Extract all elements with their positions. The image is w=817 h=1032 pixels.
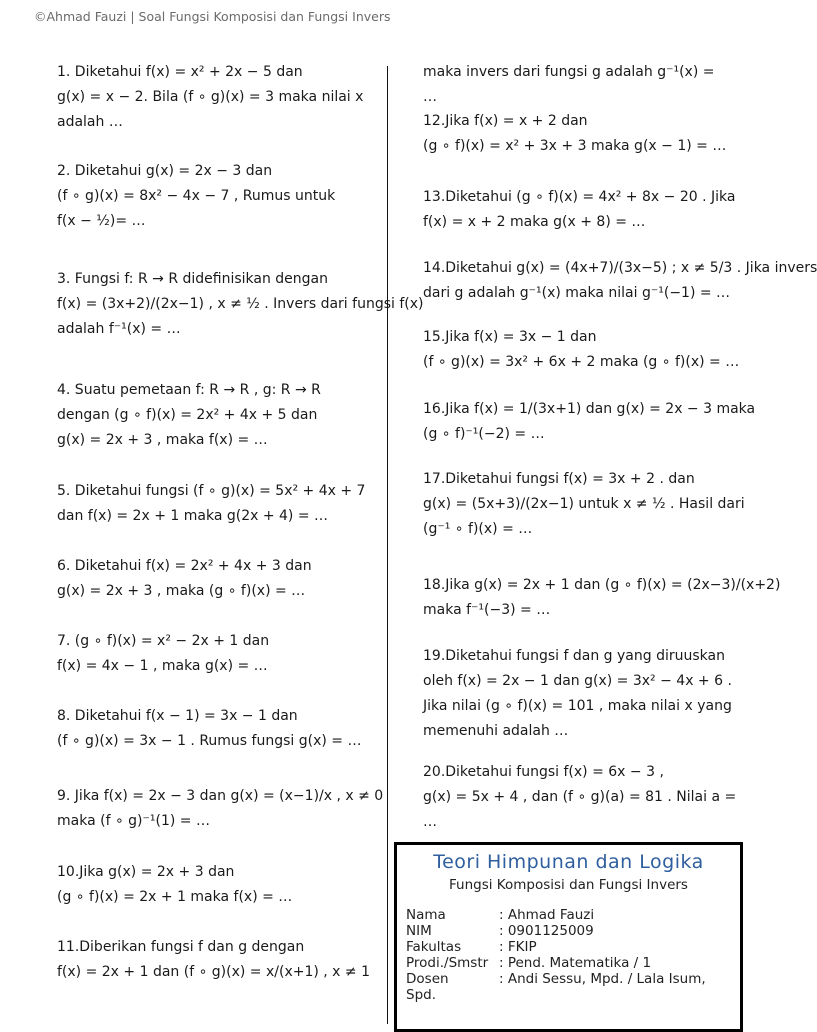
problem-line: 3. Fungsi f: R → R didefinisikan dengan xyxy=(57,271,329,287)
problem-line: dengan (g ∘ f)(x) = 2x² + 4x + 5 dan xyxy=(57,407,318,423)
problem-line: (g ∘ f)(x) = x² + 3x + 3 maka g(x − 1) = … xyxy=(423,138,727,154)
problem-1 xyxy=(57,60,363,135)
info-value xyxy=(499,987,736,1003)
info-row-prodi xyxy=(406,955,736,971)
problem-16 xyxy=(423,397,755,447)
problem-line: 8. Diketahui f(x − 1) = 3x − 1 dan xyxy=(57,708,298,724)
info-label: Dosen xyxy=(406,971,449,987)
info-label: Fakultas xyxy=(406,939,462,955)
problem-19 xyxy=(423,644,732,744)
problem-line: 2. Diketahui g(x) = 2x − 3 dan xyxy=(57,163,273,179)
problem-line: f(x) = 4x − 1 , maka g(x) = … xyxy=(57,658,268,674)
problem-line: (g ∘ f)(x) = 2x + 1 maka f(x) = … xyxy=(57,889,293,905)
info-label: Nama xyxy=(406,907,446,923)
info-row-nama xyxy=(406,907,736,923)
problem-line: 15.Jika f(x) = 3x − 1 dan xyxy=(423,329,597,345)
page-header: ©Ahmad Fauzi | Soal Fungsi Komposisi dan Fungsi Invers xyxy=(34,9,391,24)
problem-line: 5. Diketahui fungsi (f ∘ g)(x) = 5x² + 4x + 7 xyxy=(57,483,366,499)
info-label: NIM xyxy=(406,923,432,939)
problem-line: (g⁻¹ ∘ f)(x) = … xyxy=(423,521,533,537)
problem-line: oleh f(x) = 2x − 1 dan g(x) = 3x² − 4x + 6 . xyxy=(423,673,732,689)
problem-line: f(x) = x + 2 maka g(x + 8) = … xyxy=(423,214,646,230)
problem-line: maka (f ∘ g)⁻¹(1) = … xyxy=(57,813,210,829)
problem-line: … xyxy=(423,89,437,105)
problem-line: dan f(x) = 2x + 1 maka g(2x + 4) = … xyxy=(57,508,329,524)
problem-20 xyxy=(423,760,736,835)
problem-line: dari g adalah g⁻¹(x) maka nilai g⁻¹(−1) = … xyxy=(423,285,731,301)
problem-line: adalah … xyxy=(57,114,123,130)
problem-15 xyxy=(423,325,739,375)
problem-8 xyxy=(57,704,361,754)
info-table xyxy=(406,907,736,1003)
problem-line: (f ∘ g)(x) = 3x² + 6x + 2 maka (g ∘ f)(x) = … xyxy=(423,354,740,370)
problem-line: 12.Jika f(x) = x + 2 dan xyxy=(423,113,588,129)
problem-line: maka f⁻¹(−3) = … xyxy=(423,602,551,618)
problem-line: 1. Diketahui f(x) = x² + 2x − 5 dan xyxy=(57,64,303,80)
info-label: Prodi./Smstr xyxy=(406,955,489,971)
problem-line: g(x) = x − 2. Bila (f ∘ g)(x) = 3 maka nilai x xyxy=(57,89,364,105)
info-value: : Ahmad Fauzi xyxy=(499,907,595,923)
info-value: : Pend. Matematika / 1 xyxy=(499,955,652,971)
column-divider xyxy=(387,66,388,1024)
problem-11 xyxy=(57,935,370,985)
info-value: : 0901125009 xyxy=(499,923,594,939)
problem-line: 6. Diketahui f(x) = 2x² + 4x + 3 dan xyxy=(57,558,312,574)
problem-18 xyxy=(423,573,780,623)
problem-line: g(x) = (5x+3)/(2x−1) untuk x ≠ ½ . Hasil dari xyxy=(423,496,745,512)
problem-line: f(x − ½)= … xyxy=(57,213,146,229)
problem-line: g(x) = 5x + 4 , dan (f ∘ g)(a) = 81 . Nilai a = xyxy=(423,789,737,805)
info-row-dosen xyxy=(406,971,736,987)
problem-line: adalah f⁻¹(x) = … xyxy=(57,321,181,337)
info-box xyxy=(394,842,743,1032)
problem-line: 11.Diberikan fungsi f dan g dengan xyxy=(57,939,305,955)
problem-11-continued xyxy=(423,60,714,110)
problem-line: 10.Jika g(x) = 2x + 3 dan xyxy=(57,864,235,880)
problem-line: 20.Diketahui fungsi f(x) = 6x − 3 , xyxy=(423,764,664,780)
info-row-fakultas xyxy=(406,939,736,955)
problem-4 xyxy=(57,378,321,453)
problem-line: 16.Jika f(x) = 1/(3x+1) dan g(x) = 2x − 3 maka xyxy=(423,401,756,417)
problem-line: Jika nilai (g ∘ f)(x) = 101 , maka nilai x yang xyxy=(423,698,732,714)
problem-6 xyxy=(57,554,312,604)
problem-9 xyxy=(57,784,383,834)
problem-line: 14.Diketahui g(x) = (4x+7)/(3x−5) ; x ≠ 5/3 . Jika invers xyxy=(423,260,817,276)
problem-line: g(x) = 2x + 3 , maka (g ∘ f)(x) = … xyxy=(57,583,306,599)
problem-line: g(x) = 2x + 3 , maka f(x) = … xyxy=(57,432,268,448)
problem-line: 9. Jika f(x) = 2x − 3 dan g(x) = (x−1)/x , x ≠ 0 xyxy=(57,788,384,804)
problem-line: (g ∘ f)⁻¹(−2) = … xyxy=(423,426,545,442)
problem-14 xyxy=(423,256,817,306)
problem-line: 13.Diketahui (g ∘ f)(x) = 4x² + 8x − 20 . Jika xyxy=(423,189,736,205)
problem-line: … xyxy=(423,814,437,830)
info-box-title: Teori Himpunan dan Logika xyxy=(433,851,704,873)
info-row-nim xyxy=(406,923,736,939)
problem-13 xyxy=(423,185,735,235)
problem-line: (f ∘ g)(x) = 8x² − 4x − 7 , Rumus untuk xyxy=(57,188,336,204)
info-box-subtitle: Fungsi Komposisi dan Fungsi Invers xyxy=(449,877,688,893)
info-value: : Andi Sessu, Mpd. / Lala Isum, xyxy=(499,971,706,987)
problem-line: 18.Jika g(x) = 2x + 1 dan (g ∘ f)(x) = (2x−3)/(x+2) xyxy=(423,577,781,593)
problem-2 xyxy=(57,159,335,234)
info-value: : FKIP xyxy=(499,939,537,955)
problem-12 xyxy=(423,109,726,159)
problem-line: f(x) = 2x + 1 dan (f ∘ g)(x) = x/(x+1) , x ≠ 1 xyxy=(57,964,371,980)
problem-line: 7. (g ∘ f)(x) = x² − 2x + 1 dan xyxy=(57,633,270,649)
info-row-dosen-continued xyxy=(406,987,736,1003)
problem-line: 4. Suatu pemetaan f: R → R , g: R → R xyxy=(57,382,321,398)
problem-5 xyxy=(57,479,365,529)
problem-line: 19.Diketahui fungsi f dan g yang diruuskan xyxy=(423,648,725,664)
problem-10 xyxy=(57,860,292,910)
info-label: Spd. xyxy=(406,987,436,1003)
problem-7 xyxy=(57,629,269,679)
problem-line: maka invers dari fungsi g adalah g⁻¹(x) = xyxy=(423,64,715,80)
problem-line: (f ∘ g)(x) = 3x − 1 . Rumus fungsi g(x) = … xyxy=(57,733,362,749)
problem-line: 17.Diketahui fungsi f(x) = 3x + 2 . dan xyxy=(423,471,695,487)
problem-line: memenuhi adalah … xyxy=(423,723,569,739)
problem-3 xyxy=(57,267,423,342)
problem-line: f(x) = (3x+2)/(2x−1) , x ≠ ½ . Invers dari fungsi f(x) xyxy=(57,296,424,312)
problem-17 xyxy=(423,467,745,542)
